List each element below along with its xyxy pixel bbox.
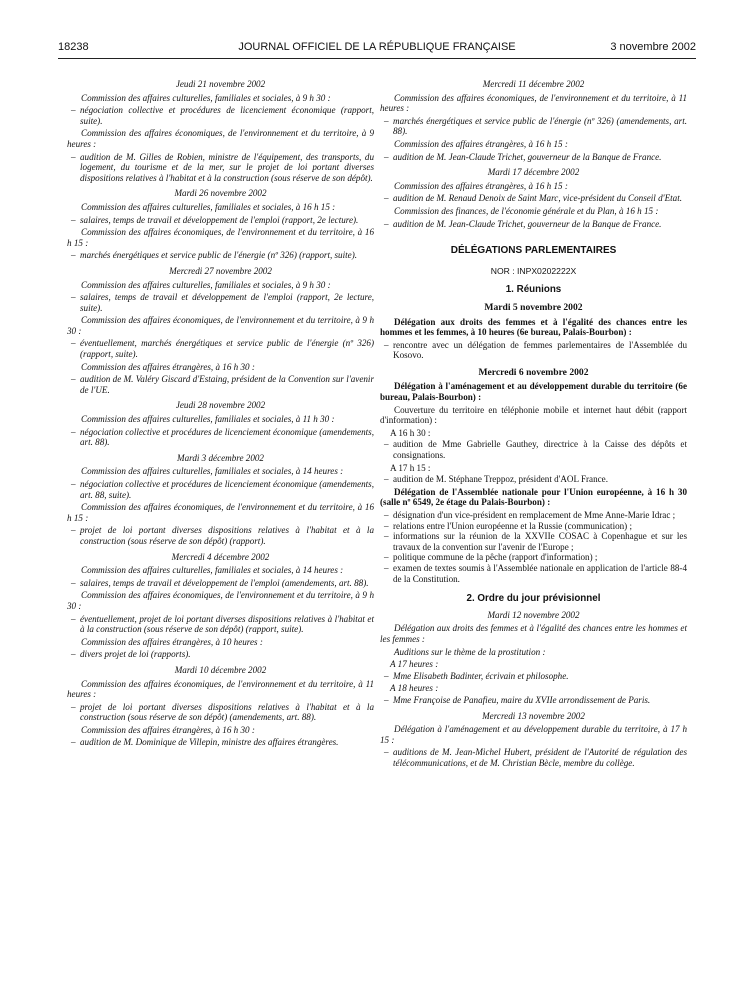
commission-entry: Commission des affaires économiques, de l'environnement et du territoire, à 11 heures :	[67, 678, 374, 700]
agenda-item: – marchés énergétiques et service public de l'énergie (nº 326) (rapport, suite).	[67, 250, 374, 261]
agenda-list	[380, 116, 687, 137]
delegation-entry: Délégation à l'aménagement et au développement durable du territoire, à 17 h 15 :	[380, 724, 687, 745]
date-heading: Jeudi 28 novembre 2002	[175, 400, 266, 411]
agenda-item: – négociation collective et procédures de licenciement économique (amendements, art. 88, suite).	[67, 479, 374, 500]
date-heading: Mardi 10 décembre 2002	[174, 664, 267, 675]
agenda-item: – informations sur la réunion de la XXVIIe COSAC à Copenhague et sur les travaux de la convention sur l'avenir de l'Europe ;	[380, 531, 687, 552]
commission-entry: Commission des affaires culturelles, familiales et sociales, à 14 heures :	[81, 466, 344, 477]
nor-reference: NOR : INPX0202222X	[490, 265, 577, 276]
agenda-list	[67, 578, 374, 589]
journal-title: JOURNAL OFFICIEL DE LA RÉPUBLIQUE FRANÇAISE	[238, 41, 516, 53]
agenda-item: – audition de M. Valéry Giscard d'Estaing, président de la Convention sur l'avenir de l'UE.	[67, 374, 374, 395]
subsection-title: 1. Réunions	[505, 284, 562, 296]
agenda-item: – rencontre avec un délégation de femmes parlementaires de l'Assemblée du Kosovo.	[380, 340, 687, 361]
commission-entry: Commission des affaires économiques, de l'environnement et du territoire, à 11 heures :	[380, 92, 687, 114]
agenda-list	[67, 702, 374, 723]
agenda-list	[67, 614, 374, 635]
agenda-item: – examen de textes soumis à l'Assemblée nationale en application de l'article 88-4 de la Constitution.	[380, 563, 687, 584]
agenda-item: – désignation d'un vice-président en remplacement de Mme Anne-Marie Idrac ;	[380, 510, 687, 521]
agenda-item: – audition de M. Stéphane Treppoz, président d'AOL France.	[380, 474, 687, 485]
date-heading: Mardi 3 décembre 2002	[177, 452, 264, 463]
agenda-list	[67, 525, 374, 546]
agenda-item: – marchés énergétiques et service public de l'énergie (nº 326) (amendements, art. 88).	[380, 116, 687, 137]
agenda-item: – éventuellement, marchés énergétiques et service public de l'énergie (nº 326) (rapport, suite).	[67, 338, 374, 359]
agenda-item: – audition de M. Jean-Claude Trichet, gouverneur de la Banque de France.	[380, 152, 687, 163]
date-heading: Mercredi 6 novembre 2002	[478, 366, 589, 378]
subsection-title: 2. Ordre du jour prévisionnel	[466, 593, 601, 605]
agenda-list	[67, 105, 374, 126]
agenda-item: – négociation collective et procédures de licenciement économique (rapport, suite).	[67, 105, 374, 126]
agenda-list	[67, 374, 374, 395]
agenda-list	[380, 439, 687, 460]
delegation-heading: Délégation de l'Assemblée nationale pour l'Union européenne, à 16 h 30 (salle nº 6549, 2e étage du Palais-Bourbon) :	[380, 486, 687, 508]
agenda-item: – audition de M. Renaud Denoix de Saint Marc, vice-président du Conseil d'Etat.	[380, 193, 687, 204]
commission-entry: Commission des affaires étrangères, à 16 h 30 :	[81, 361, 255, 372]
agenda-list	[380, 193, 687, 204]
time-label: A 18 heures :	[390, 683, 439, 694]
date-heading: Mardi 17 décembre 2002	[487, 167, 580, 178]
left-column	[67, 79, 374, 750]
agenda-item: – salaires, temps de travail et développement de l'emploi (amendements, art. 88).	[67, 578, 374, 589]
date-heading: Mardi 12 novembre 2002	[487, 609, 580, 620]
agenda-list	[67, 649, 374, 660]
commission-entry: Commission des affaires économiques, de l'environnement et du territoire, à 9 h 30 :	[67, 315, 374, 336]
agenda-list	[380, 474, 687, 485]
agenda-item: – politique commune de la pêche (rapport d'information) ;	[380, 552, 687, 563]
agenda-item: – projet de loi portant diverses dispositions relatives à l'habitat et à la construction (sous réserve de son dépôt) (rapport).	[67, 525, 374, 546]
agenda-list	[67, 479, 374, 500]
agenda-item: – négociation collective et procédures de licenciement économique (amendements, art. 88).	[67, 427, 374, 448]
agenda-list	[380, 219, 687, 230]
agenda-item: – audition de M. Jean-Claude Trichet, gouverneur de la Banque de France.	[380, 219, 687, 230]
agenda-list	[67, 292, 374, 313]
time-label: A 17 h 15 :	[390, 462, 431, 473]
delegation-entry: Délégation aux droits des femmes et à l'égalité des chances entre les hommes et les femmes :	[380, 623, 687, 644]
date-heading: Mercredi 13 novembre 2002	[482, 710, 585, 721]
section-title: DÉLÉGATIONS PARLEMENTAIRES	[450, 245, 617, 257]
date-heading: Mercredi 11 décembre 2002	[482, 79, 585, 89]
agenda-list	[380, 510, 687, 584]
agenda-list	[380, 695, 687, 706]
commission-entry: Commission des affaires culturelles, familiales et sociales, à 9 h 30 :	[81, 92, 331, 103]
agenda-item: – divers projet de loi (rapports).	[67, 649, 374, 660]
agenda-list	[380, 152, 687, 163]
commission-entry: Commission des affaires culturelles, familiales et sociales, à 9 h 30 :	[81, 279, 331, 290]
commission-entry: Commission des affaires étrangères, à 16 h 30 :	[81, 724, 255, 735]
agenda-list	[380, 671, 687, 682]
commission-entry: Commission des affaires étrangères, à 16 h 15 :	[394, 180, 568, 191]
commission-entry: Commission des affaires économiques, de l'environnement et du territoire, à 16 h 15 :	[67, 502, 374, 523]
agenda-list	[380, 747, 687, 768]
header-rule	[58, 58, 696, 59]
date-heading: Mardi 5 novembre 2002	[484, 301, 583, 313]
commission-entry: Commission des affaires culturelles, familiales et sociales, à 14 heures :	[81, 565, 344, 576]
commission-entry: Commission des affaires étrangères, à 16 h 15 :	[394, 138, 568, 149]
agenda-item: – relations entre l'Union européenne et la Russie (communication) ;	[380, 521, 687, 532]
agenda-item: – salaires, temps de travail et développement de l'emploi (rapport, 2e lecture).	[67, 215, 374, 226]
agenda-item: – projet de loi portant diverses dispositions relatives à l'habitat et à la construction (sous réserve de son dépôt) (amendements, art. 88).	[67, 702, 374, 723]
agenda-item: – audition de M. Gilles de Robien, ministre de l'équipement, des transports, du logement, du tourisme et de la mer, sur le projet de loi portant diverses dispositions relatives à l'habitat et à la construction (sous réserve de son dépôt).	[67, 152, 374, 184]
issue-date: 3 novembre 2002	[610, 41, 696, 53]
right-column	[380, 79, 687, 770]
agenda-item: – audition de Mme Gabrielle Gauthey, directrice à la Caisse des dépôts et consignations.	[380, 439, 687, 460]
delegation-heading: Délégation à l'aménagement et au développement durable du territoire (6e bureau, Palais-Bourbon) :	[380, 381, 687, 403]
date-heading: Mardi 26 novembre 2002	[174, 188, 267, 199]
agenda-list	[67, 250, 374, 261]
page-header	[58, 41, 696, 57]
commission-entry: Commission des affaires culturelles, familiales et sociales, à 16 h 15 :	[81, 201, 336, 212]
agenda-item: – salaires, temps de travail et développement de l'emploi (rapport, 2e lecture, suite).	[67, 292, 374, 313]
agenda-list	[67, 215, 374, 226]
commission-entry: Commission des affaires étrangères, à 10 heures :	[81, 636, 263, 647]
agenda-item: – éventuellement, projet de loi portant diverses dispositions relatives à l'habitat et à la construction (sous réserve de son dépôt) (rapport, suite).	[67, 614, 374, 635]
agenda-list	[67, 737, 374, 748]
commission-entry: Commission des affaires économiques, de l'environnement et du territoire, à 16 h 15 :	[67, 227, 374, 248]
date-heading: Mercredi 4 décembre 2002	[171, 551, 270, 562]
agenda-list	[67, 338, 374, 359]
commission-entry: Commission des affaires culturelles, familiales et sociales, à 11 h 30 :	[81, 414, 335, 425]
agenda-item: – Mme Françoise de Panafieu, maire du XVIIe arrondissement de Paris.	[380, 695, 687, 706]
time-label: A 17 heures :	[390, 659, 439, 670]
topic-line: Auditions sur le thème de la prostitution :	[394, 646, 546, 657]
agenda-item: – Mme Elisabeth Badinter, écrivain et philosophe.	[380, 671, 687, 682]
agenda-list	[67, 427, 374, 448]
delegation-heading: Délégation aux droits des femmes et à l'égalité des chances entre les hommes et les femmes, à 10 heures (6e bureau, Palais-Bourbon) :	[380, 316, 687, 338]
date-heading: Jeudi 21 novembre 2002	[175, 79, 266, 89]
page-number: 18238	[58, 41, 89, 53]
date-heading: Mercredi 27 novembre 2002	[169, 265, 272, 276]
topic-line: Couverture du territoire en téléphonie mobile et internet haut débit (rapport d'information) :	[380, 404, 687, 426]
commission-entry: Commission des finances, de l'économie générale et du Plan, à 16 h 15 :	[394, 205, 659, 216]
time-label: A 16 h 30 :	[390, 427, 431, 438]
commission-entry: Commission des affaires économiques, de l'environnement et du territoire, à 9 h 30 :	[67, 590, 374, 611]
agenda-item: – auditions de M. Jean-Michel Hubert, président de l'Autorité de régulation des télécommunications, et de M. Christian Bècle, membre du collège.	[380, 747, 687, 768]
agenda-list	[67, 152, 374, 184]
agenda-list	[380, 340, 687, 361]
commission-entry: Commission des affaires économiques, de l'environnement et du territoire, à 9 heures :	[67, 128, 374, 149]
agenda-item: – audition de M. Dominique de Villepin, ministre des affaires étrangères.	[67, 737, 374, 748]
